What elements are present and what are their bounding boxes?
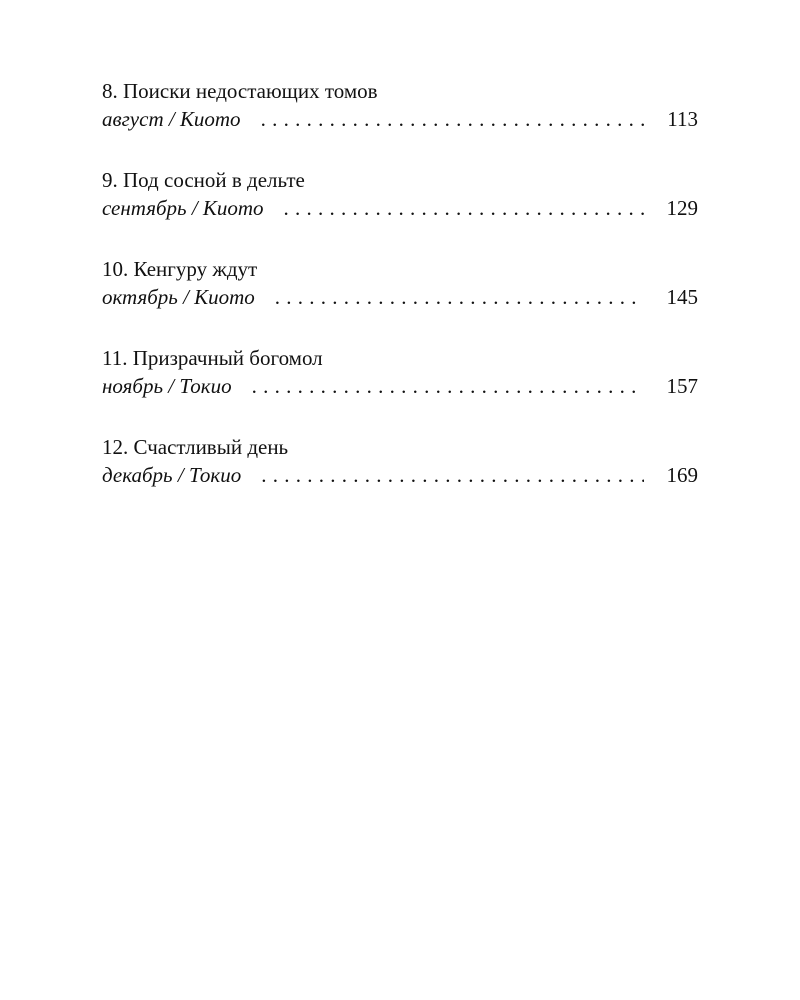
page-number: 169 — [666, 463, 698, 487]
chapter-month-city: октябрь / Киото — [102, 285, 255, 309]
dot-leader — [261, 461, 644, 489]
dot-leader — [275, 283, 644, 311]
table-of-contents — [102, 77, 698, 522]
page-number: 129 — [666, 196, 698, 220]
chapter-month-city: декабрь / Токио — [102, 463, 242, 487]
page-number: 157 — [666, 374, 698, 398]
chapter-title: 10. Кенгуру ждут — [102, 257, 258, 281]
chapter-title: 9. Под сосной в дельте — [102, 168, 305, 192]
chapter-meta-line — [102, 105, 698, 133]
chapter-month-city: ноябрь / Токио — [102, 374, 232, 398]
toc-entry[interactable] — [102, 433, 698, 489]
chapter-meta-line — [102, 194, 698, 222]
chapter-meta-line — [102, 283, 698, 311]
page-number: 145 — [666, 285, 698, 309]
chapter-title: 12. Счастливый день — [102, 435, 289, 459]
chapter-meta-line — [102, 372, 698, 400]
dot-leader — [284, 194, 644, 222]
chapter-title: 11. Призрачный богомол — [102, 346, 323, 370]
toc-entry[interactable] — [102, 344, 698, 400]
dot-leader — [252, 372, 644, 400]
chapter-title: 8. Поиски недостающих томов — [102, 79, 378, 103]
toc-entry[interactable] — [102, 255, 698, 311]
toc-entry[interactable] — [102, 77, 698, 133]
chapter-month-city: сентябрь / Киото — [102, 196, 264, 220]
toc-entry[interactable] — [102, 166, 698, 222]
chapter-month-city: август / Киото — [102, 107, 241, 131]
page-number: 113 — [667, 107, 698, 131]
chapter-meta-line — [102, 461, 698, 489]
dot-leader — [261, 105, 644, 133]
